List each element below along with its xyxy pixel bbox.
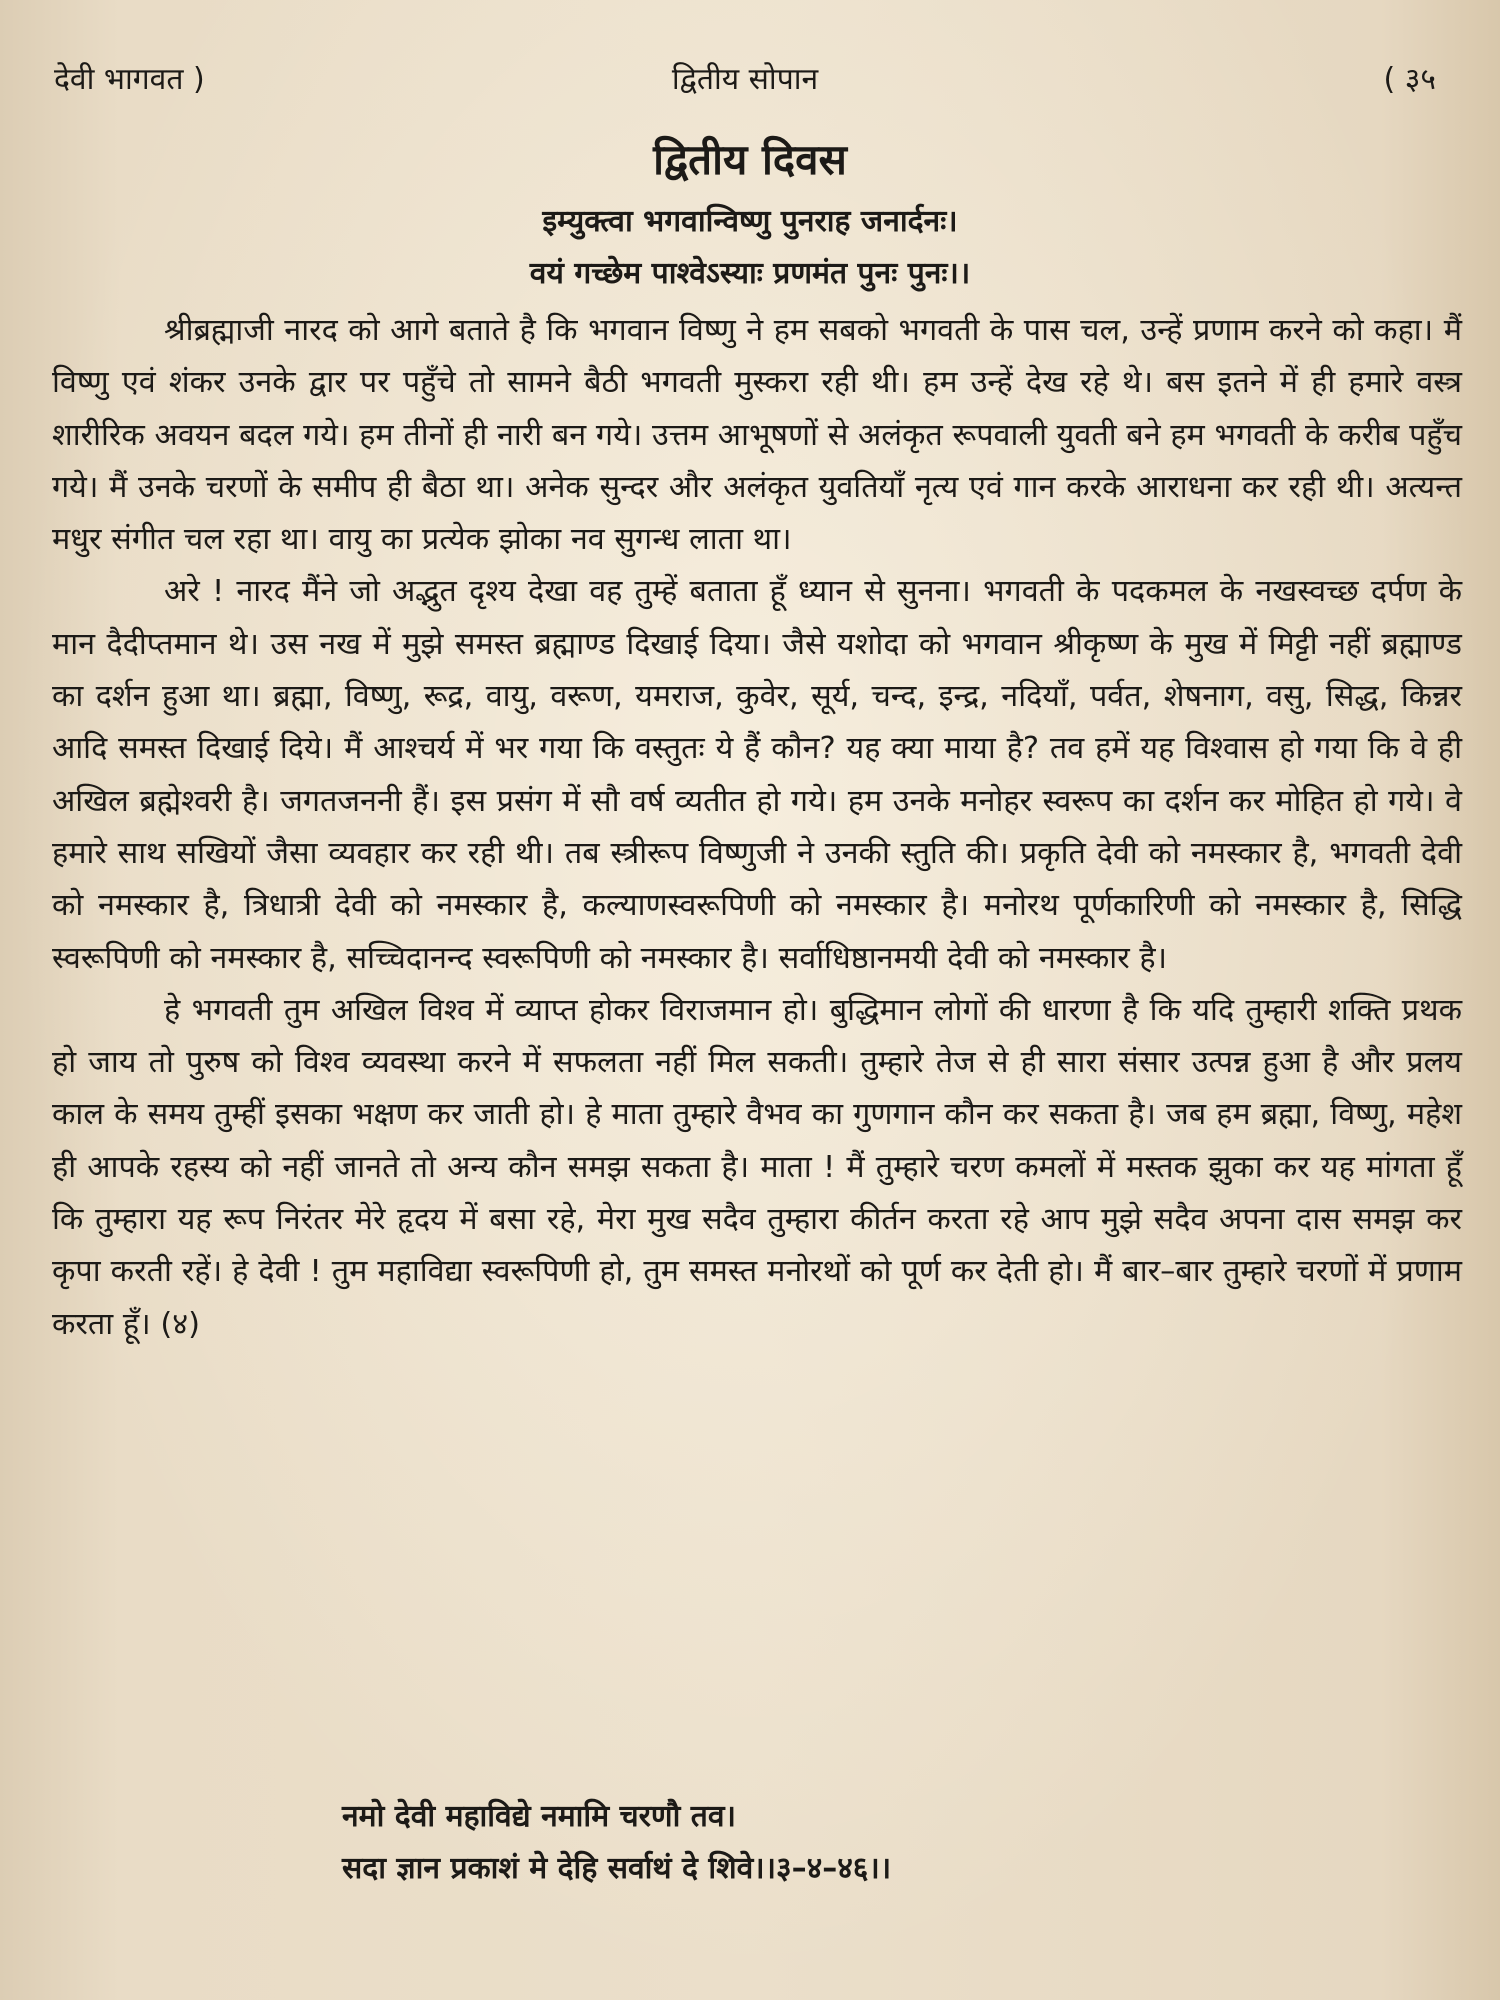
page-number: ( ३५ [1383,62,1436,97]
closing-verse-line-2: सदा ज्ञान प्रकाशं मे देहि सर्वाथं दे शिवे।।३–४–४६।। [342,1851,892,1886]
opening-verse-line-1: इम्युक्त्वा भगवान्विष्णु पुनराह जनार्दनः। [542,204,958,239]
header-book-title: देवी भागवत ) [54,62,205,97]
closing-verse-line-1: नमो देवी महाविद्ये नमामि चरणौ तव। [342,1799,736,1834]
paragraph-2: अरे ! नारद मैंने जो अद्भुत दृश्य देखा वह तुम्हें बताता हूँ ध्यान से सुनना। भगवती के पदकमल के नखस्वच्छ दर्पण के मान दैदीप्तमान थे। उस नख में मुझे समस्त ब्रह्माण्ड दिखाई दिया। जैसे यशोदा को भगवान श्रीकृष्ण के मुख में मिट्टी नहीं ब्रह्माण्ड का दर्शन हुआ था। ब्रह्मा, विष्णु, रूद्र, वायु, वरूण, यमराज, कुवेर, सूर्य, चन्द, इन्द्र, नदियाँ, पर्वत, शेषनाग, वसु, सिद्ध, किन्नर आदि समस्त दिखाई दिये। मैं आश्चर्य में भर गया कि वस्तुतः ये हैं कौन? यह क्या माया है? तव हमें यह विश्वास हो गया कि वे ही अखिल ब्रह्मेश्वरी है। जगतजननी हैं। इस प्रसंग में सौ वर्ष व्यतीत हो गये। हम उनके मनोहर स्वरूप का दर्शन कर मोहित हो गये। वे हमारे साथ सखियों जैसा व्यवहार कर रही थी। तब स्त्रीरूप विष्णुजी ने उनकी स्तुति की। प्रकृति देवी को नमस्कार है, भगवती देवी को नमस्कार है, त्रिधात्री देवी को नमस्कार है, कल्याणस्वरूपिणी को नमस्कार है। मनोरथ पूर्णकारिणी को नमस्कार है, सिद्धि स्वरूपिणी को नमस्कार है, सच्चिदानन्द स्वरूपिणी को नमस्कार है। सर्वाधिष्ठानमयी देवी को नमस्कार है। [52,574,1462,976]
body-text [52,305,1462,1351]
header-chapter-title: द्वितीय सोपान [671,62,819,97]
section-title: द्वितीय दिवस [653,135,847,184]
opening-verse-line-2: वयं गच्छेम पाश्वेऽस्याः प्रणमंत पुनः पुनः।। [529,256,971,291]
paragraph-1: श्रीब्रह्माजी नारद को आगे बताते है कि भगवान विष्णु ने हम सबको भगवती के पास चल, उन्हें प्रणाम करने को कहा। मैं विष्णु एवं शंकर उनके द्वार पर पहुँचे तो सामने बैठी भगवती मुस्करा रही थी। हम उन्हें देख रहे थे। बस इतने में ही हमारे वस्त्र शारीरिक अवयन बदल गये। हम तीनों ही नारी बन गये। उत्तम आभूषणों से अलंकृत रूपवाली युवती बने हम भगवती के करीब पहुँच गये। मैं उनके चरणों के समीप ही बैठा था। अनेक सुन्दर और अलंकृत युवतियाँ नृत्य एवं गान करके आराधना कर रही थी। अत्यन्त मधुर संगीत चल रहा था। वायु का प्रत्येक झोका नव सुगन्ध लाता था। [52,313,1462,558]
paragraph-3: हे भगवती तुम अखिल विश्व में व्याप्त होकर विराजमान हो। बुद्धिमान लोगों की धारणा है कि यदि तुम्हारी शक्ति प्रथक हो जाय तो पुरुष को विश्व व्यवस्था करने में सफलता नहीं मिल सकती। तुम्हारे तेज से ही सारा संसार उत्पन्न हुआ है और प्रलय काल के समय तुम्हीं इसका भक्षण कर जाती हो। हे माता तुम्हारे वैभव का गुणगान कौन कर सकता है। जब हम ब्रह्मा, विष्णु, महेश ही आपके रहस्य को नहीं जानते तो अन्य कौन समझ सकता है। माता ! मैं तुम्हारे चरण कमलों में मस्तक झुका कर यह मांगता हूँ कि तुम्हारा यह रूप निरंतर मेरे हृदय में बसा रहे, मेरा मुख सदैव तुम्हारा कीर्तन करता रहे आप मुझे सदैव अपना दास समझ कर कृपा करती रहें। हे देवी ! तुम महाविद्या स्वरूपिणी हो, तुम समस्त मनोरथों को पूर्ण कर देती हो। मैं बार–बार तुम्हारे चरणों में प्रणाम करता हूँ। (४) [52,992,1462,1342]
running-header [54,58,1436,102]
